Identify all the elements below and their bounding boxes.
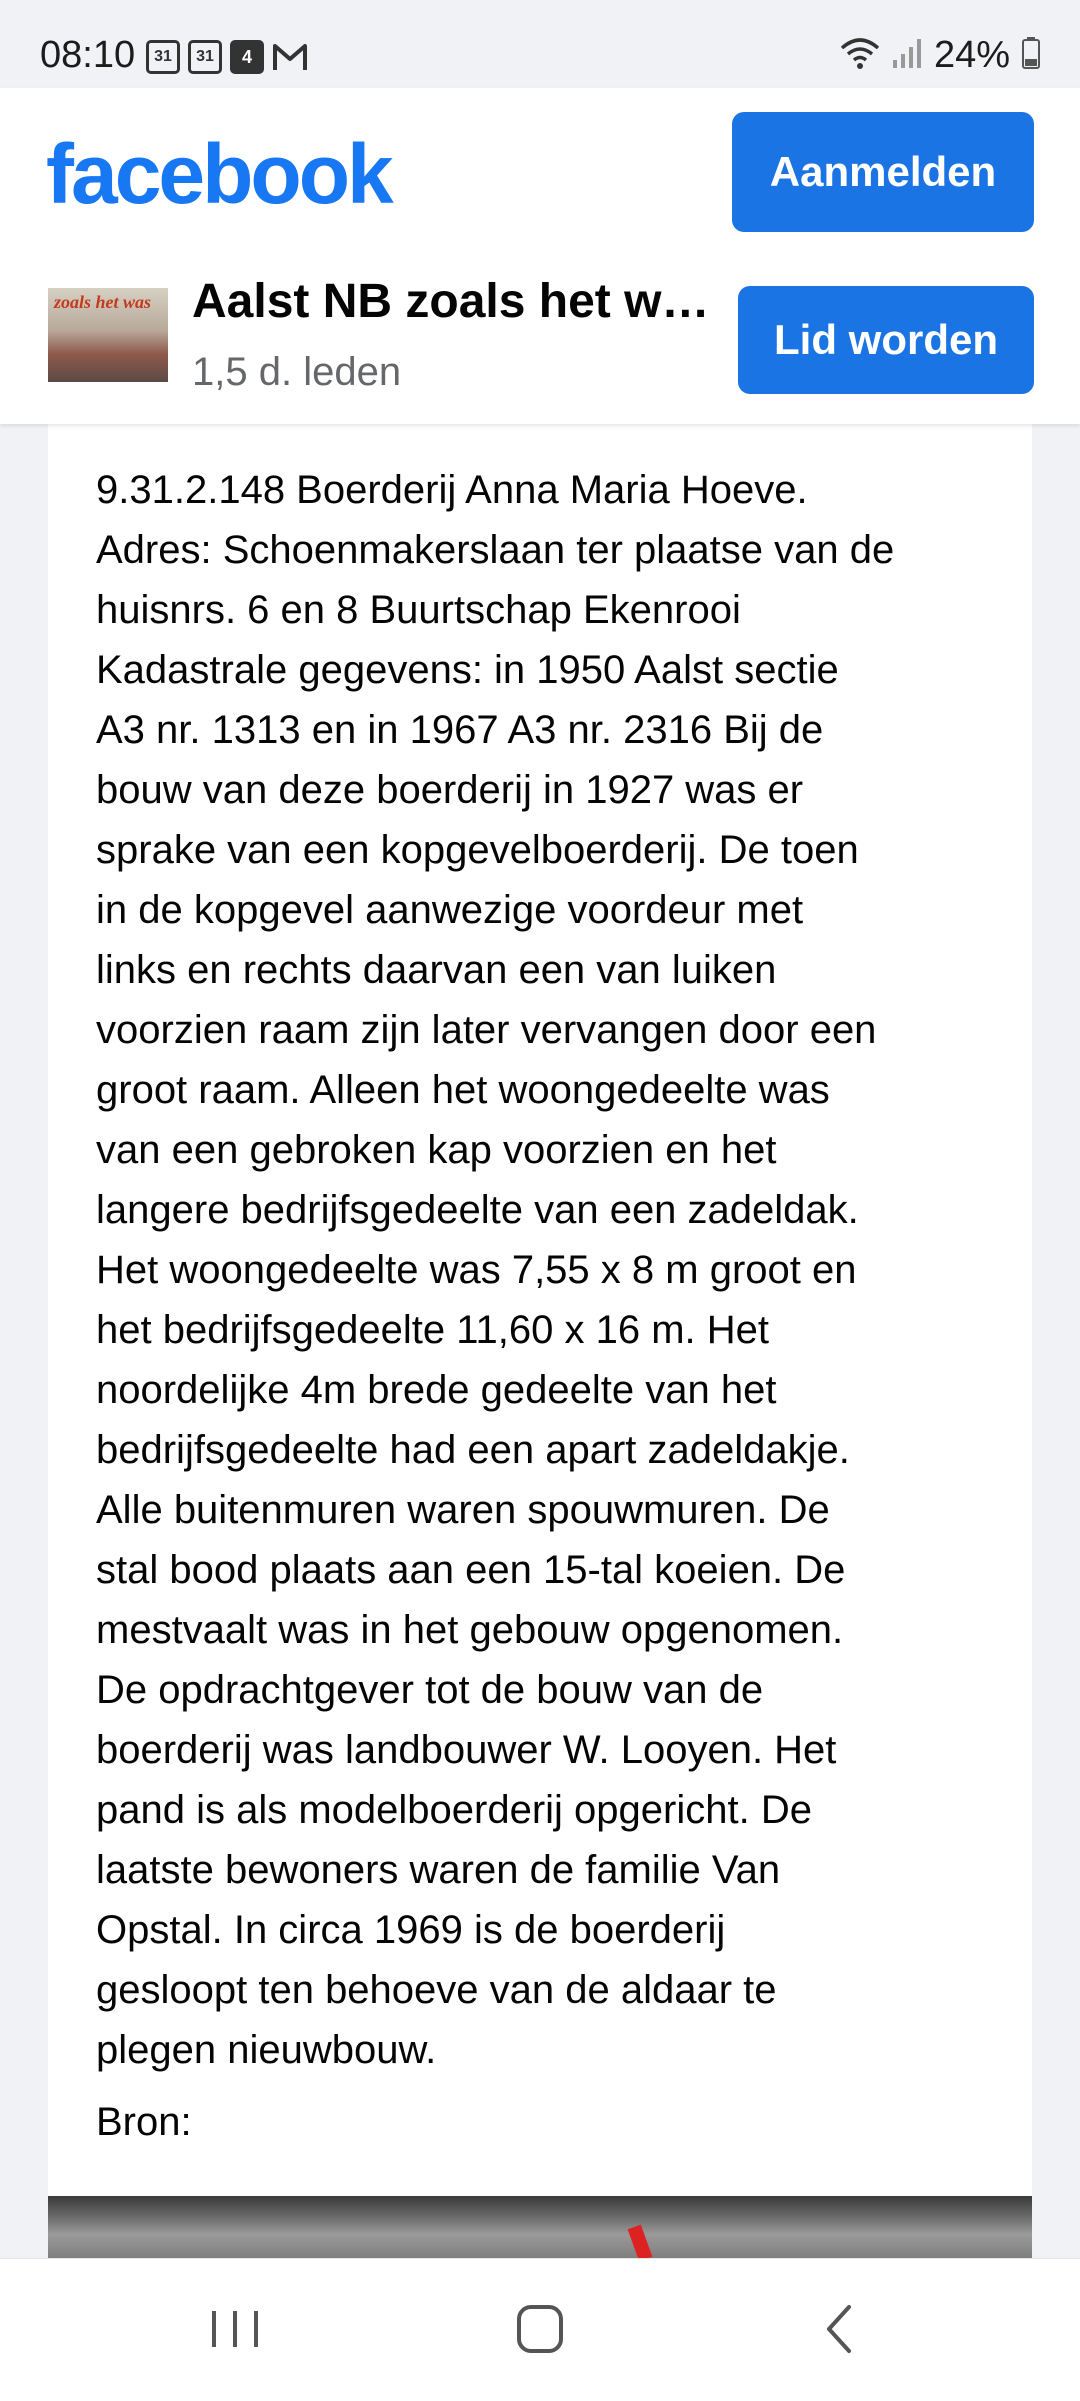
post-line: pand is als modelboerderij opgericht. De (96, 1788, 812, 1832)
post-line: bedrijfsgedeelte had een apart zadeldakje. (96, 1428, 850, 1472)
signal-icon (892, 36, 922, 75)
page-header (0, 88, 1080, 424)
post-card (48, 420, 1032, 2260)
post-line: het bedrijfsgedeelte 11,60 x 16 m. Het (96, 1308, 770, 1352)
post-line: groot raam. Alleen het woongedeelte was (96, 1068, 830, 1112)
post-line: Kadastrale gegevens: in 1950 Aalst sectie (96, 648, 839, 692)
post-line: Alle buitenmuren waren spouwmuren. De (96, 1488, 830, 1532)
gmail-icon (272, 40, 308, 79)
post-line: voorzien raam zijn later vervangen door een (96, 1008, 877, 1052)
login-button[interactable]: Aanmelden (732, 112, 1034, 232)
post-line: links en rechts daarvan een van luiken (96, 948, 777, 992)
post-line: De opdrachtgever tot de bouw van de (96, 1668, 764, 1712)
post-line: sprake van een kopgevelboerderij. De toen (96, 828, 859, 872)
post-line: mestvaalt was in het gebouw opgenomen. (96, 1608, 844, 1652)
post-body (96, 460, 996, 2080)
system-nav-bar (0, 2258, 1080, 2401)
post-line: bouw van deze boerderij in 1927 was er (96, 768, 804, 812)
post-source-label: Bron: (96, 2100, 192, 2144)
post-photo[interactable] (48, 2196, 1032, 2260)
post-line: Adres: Schoenmakerslaan ter plaatse van de (96, 528, 895, 572)
post-line: A3 nr. 1313 en in 1967 A3 nr. 2316 Bij de (96, 708, 824, 752)
back-icon[interactable] (805, 2299, 875, 2359)
post-line: boerderij was landbouwer W. Looyen. Het (96, 1728, 837, 1772)
post-line: Het woongedeelte was 7,55 x 8 m groot en (96, 1248, 857, 1292)
post-line: gesloopt ten behoeve van de aldaar te (96, 1968, 777, 2012)
home-icon[interactable] (505, 2299, 575, 2359)
group-member-count: 1,5 d. leden (192, 350, 402, 394)
calendar-icon: 31 (188, 40, 222, 74)
status-time: 08:10 (40, 34, 136, 76)
post-line: van een gebroken kap voorzien en het (96, 1128, 777, 1172)
post-line: 9.31.2.148 Boerderij Anna Maria Hoeve. (96, 468, 808, 512)
recent-apps-icon[interactable] (200, 2299, 270, 2359)
group-thumbnail-text: zoals het was (54, 292, 152, 312)
wifi-icon (840, 36, 880, 75)
group-thumbnail[interactable] (48, 288, 168, 382)
status-bar (0, 0, 1080, 88)
facebook-logo[interactable]: facebook (46, 127, 391, 221)
join-group-button[interactable]: Lid worden (738, 286, 1034, 394)
battery-icon (1022, 37, 1040, 74)
notification-icons (146, 40, 308, 79)
calendar-icon: 31 (146, 40, 180, 74)
post-line: stal bood plaats aan een 15-tal koeien. De (96, 1548, 846, 1592)
post-line: huisnrs. 6 en 8 Buurtschap Ekenrooi (96, 588, 741, 632)
battery-percent: 24% (933, 34, 1010, 76)
group-name[interactable]: Aalst NB zoals het w… (192, 275, 710, 328)
post-line: Opstal. In circa 1969 is de boerderij (96, 1908, 726, 1952)
post-line: laatste bewoners waren de familie Van (96, 1848, 781, 1892)
post-line: in de kopgevel aanwezige voordeur met (96, 888, 804, 932)
notification-badge-icon: 4 (230, 40, 264, 74)
post-line: langere bedrijfsgedeelte van een zadeldak. (96, 1188, 859, 1232)
post-line: plegen nieuwbouw. (96, 2028, 437, 2072)
post-line: noordelijke 4m brede gedeelte van het (96, 1368, 777, 1412)
photo-red-marker (628, 2225, 653, 2260)
